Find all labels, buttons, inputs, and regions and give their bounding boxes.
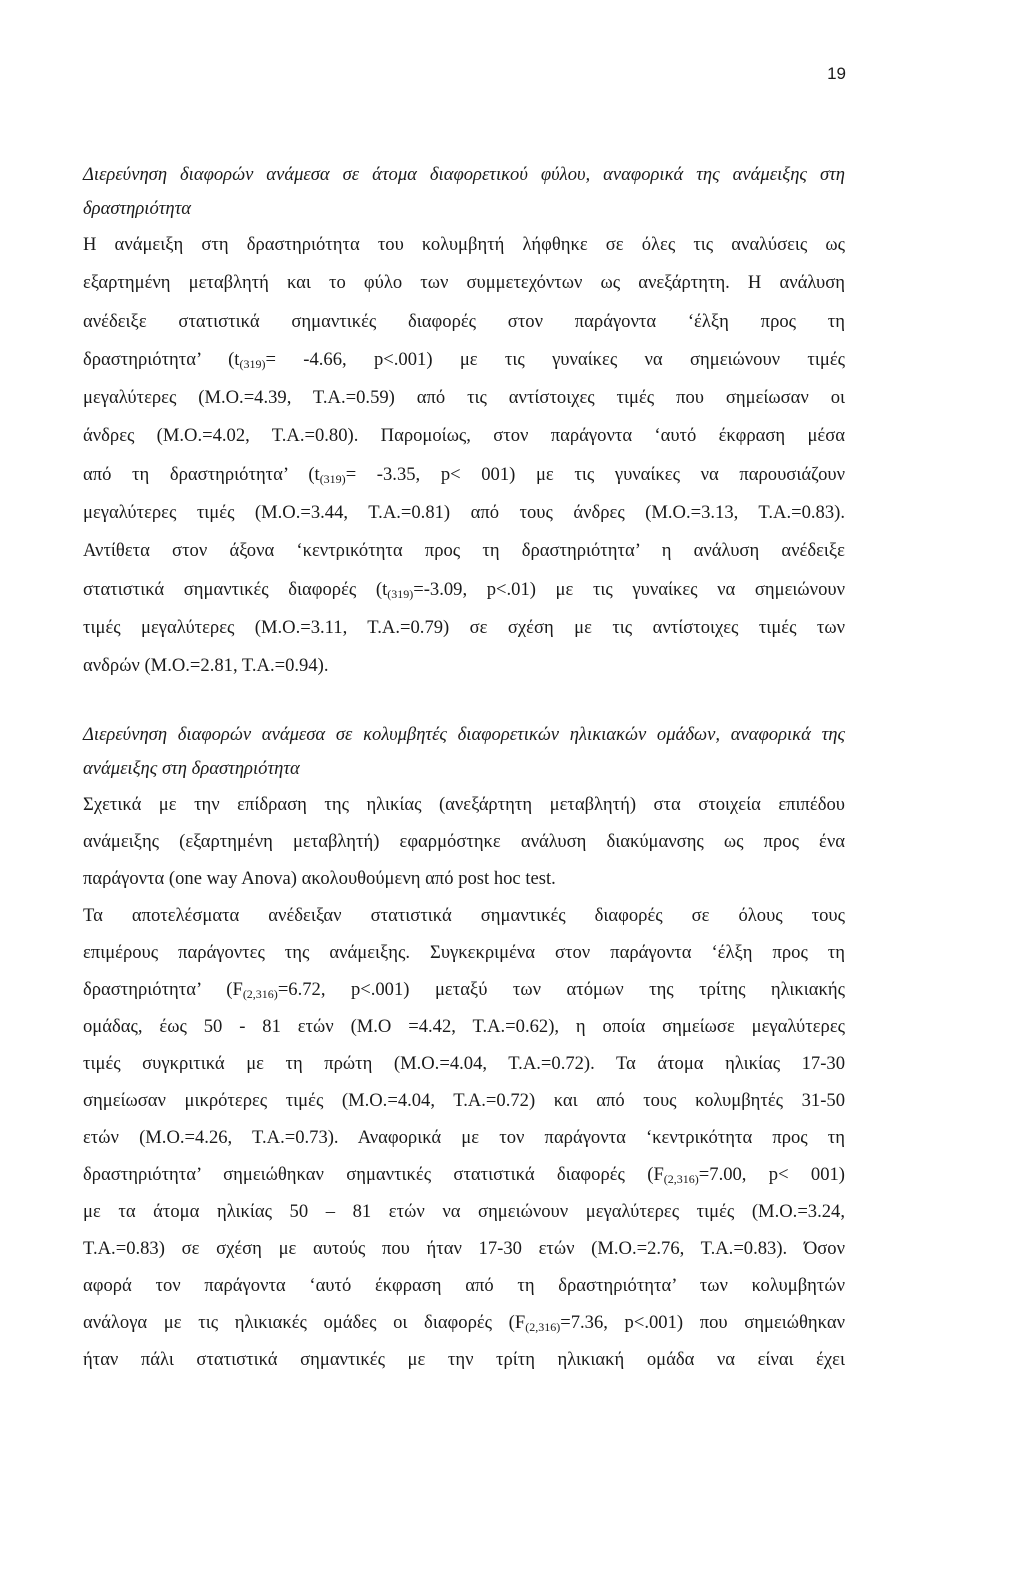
subscript: (2,316) bbox=[242, 987, 278, 1001]
text-line: Σχετικά με την επίδραση της ηλικίας (ανεξάρτητη μεταβλητή) στα στοιχεία επιπέδου bbox=[83, 794, 845, 815]
section-heading: Διερεύνηση διαφορών ανάμεσα σε άτομα διαφορετικού φύλου, αναφορικά της ανάμειξης στη δραστηριότητα bbox=[83, 164, 845, 219]
text-line: με τα άτομα ηλικίας 50 – 81 ετών να σημειώνουν μεγαλύτερες τιμές (Μ.Ο.=3.24, bbox=[83, 1201, 845, 1222]
text-line: τιμές συγκριτικά με τη πρώτη (Μ.Ο.=4.04, Τ.Α.=0.72). Τα άτομα ηλικίας 17-30 bbox=[83, 1053, 845, 1074]
subscript: (2,316) bbox=[663, 1172, 699, 1186]
text-line: επιμέρους παράγοντες της ανάμειξης. Συγκεκριμένα στον παράγοντα ‘έλξη προς τη bbox=[83, 942, 845, 963]
text-line: από τη δραστηριότητα’ ($t_{(319)}= -3.35$, p< 001) με τις γυναίκες να παρουσιάζουν bbox=[83, 463, 845, 486]
section-body bbox=[83, 786, 845, 1378]
section-age-group-differences bbox=[83, 718, 845, 1378]
section-gender-differences bbox=[83, 158, 845, 686]
text-line: στατιστικά σημαντικές διαφορές ($t_{(319)}=-3.09$, p<.01) με τις γυναίκες να σημειώνουν bbox=[83, 578, 845, 601]
subscript: (319) bbox=[319, 471, 346, 486]
text-line: δραστηριότητα’ σημειώθηκαν σημαντικές στατιστικά διαφορές ($F_{(2,316)}=7.00$, p< 001) bbox=[83, 1164, 845, 1186]
text-line: μεγαλύτερες (Μ.Ο.=4.39, Τ.Α.=0.59) από τις αντίστοιχες τιμές που σημείωσαν οι bbox=[83, 387, 845, 409]
text-line: τιμές μεγαλύτερες (Μ.Ο.=3.11, Τ.Α.=0.79) σε σχέση με τις αντίστοιχες τιμές των bbox=[83, 616, 845, 638]
text-line: Η ανάμειξη στη δραστηριότητα του κολυμβητή λήφθηκε σε όλες τις αναλύσεις ως bbox=[83, 234, 845, 255]
section-body bbox=[83, 226, 845, 686]
text-line: ήταν πάλι στατιστικά σημαντικές με την τρίτη ηλικιακή ομάδα να είναι έχει bbox=[83, 1349, 845, 1370]
text-line: σημείωσαν μικρότερες τιμές (Μ.Ο.=4.04, Τ.Α.=0.72) και από τους κολυμβητές 31-50 bbox=[83, 1090, 845, 1111]
text-line: ανδρών (Μ.Ο.=2.81, Τ.Α.=0.94). bbox=[83, 655, 329, 677]
text-line: Τα αποτελέσματα ανέδειξαν στατιστικά σημαντικές διαφορές σε όλους τους bbox=[83, 905, 845, 926]
subscript: (319) bbox=[387, 586, 414, 601]
subscript: (2,316) bbox=[525, 1320, 561, 1334]
text-line: ετών (Μ.Ο.=4.26, Τ.Α.=0.73). Αναφορικά με τον παράγοντα ‘κεντρικότητα προς τη bbox=[83, 1127, 845, 1148]
text-line: δραστηριότητα’ ($t_{(319)}= -4.66$, p<.001) με τις γυναίκες να σημειώνουν τιμές bbox=[83, 348, 845, 371]
text-line: ανάμειξης (εξαρτημένη μεταβλητή) εφαρμόστηκε ανάλυση διακύμανσης ως προς ένα bbox=[83, 831, 845, 852]
section-heading: Διερεύνηση διαφορών ανάμεσα σε κολυμβητές διαφορετικών ηλικιακών ομάδων, αναφορικά της ανάμειξης στη δραστηριότητα bbox=[83, 724, 845, 779]
subscript: (319) bbox=[239, 356, 266, 371]
text-line: ανέδειξε στατιστικά σημαντικές διαφορές στον παράγοντα ‘έλξη προς τη bbox=[83, 310, 845, 332]
text-line: παράγοντα (one way Anova) ακολουθούμενη από post hoc test. bbox=[83, 868, 556, 889]
page-number: 19 bbox=[827, 64, 846, 83]
text-line: δραστηριότητα’ ($F_{(2,316)}=6.72$, p<.001) μεταξύ των ατόμων της τρίτης ηλικιακής bbox=[83, 979, 845, 1001]
text-line: άνδρες (Μ.Ο.=4.02, Τ.Α.=0.80). Παρομοίως, στον παράγοντα ‘αυτό έκφραση μέσα bbox=[83, 425, 845, 447]
text-line: ανάλογα με τις ηλικιακές ομάδες οι διαφορές ($F_{(2,316)}=7.36$, p<.001) που σημειώθηκαν bbox=[83, 1312, 845, 1334]
text-line: Αντίθετα στον άξονα ‘κεντρικότητα προς τη δραστηριότητα’ η ανάλυση ανέδειξε bbox=[83, 540, 845, 562]
text-line: ομάδας, έως 50 - 81 ετών (Μ.Ο =4.42, Τ.Α.=0.62), η οποία σημείωσε μεγαλύτερες bbox=[83, 1016, 845, 1037]
text-line: μεγαλύτερες τιμές (Μ.Ο.=3.44, Τ.Α.=0.81) από τους άνδρες (Μ.Ο.=3.13, Τ.Α.=0.83). bbox=[83, 502, 845, 524]
text-line: εξαρτημένη μεταβλητή και το φύλο των συμμετεχόντων ως ανεξάρτητη. Η ανάλυση bbox=[83, 272, 845, 294]
text-line: Τ.Α.=0.83) σε σχέση με αυτούς που ήταν 17-30 ετών (Μ.Ο.=2.76, Τ.Α.=0.83). Όσον bbox=[83, 1238, 845, 1259]
text-line: αφορά τον παράγοντα ‘αυτό έκφραση από τη δραστηριότητα’ των κολυμβητών bbox=[83, 1275, 845, 1296]
